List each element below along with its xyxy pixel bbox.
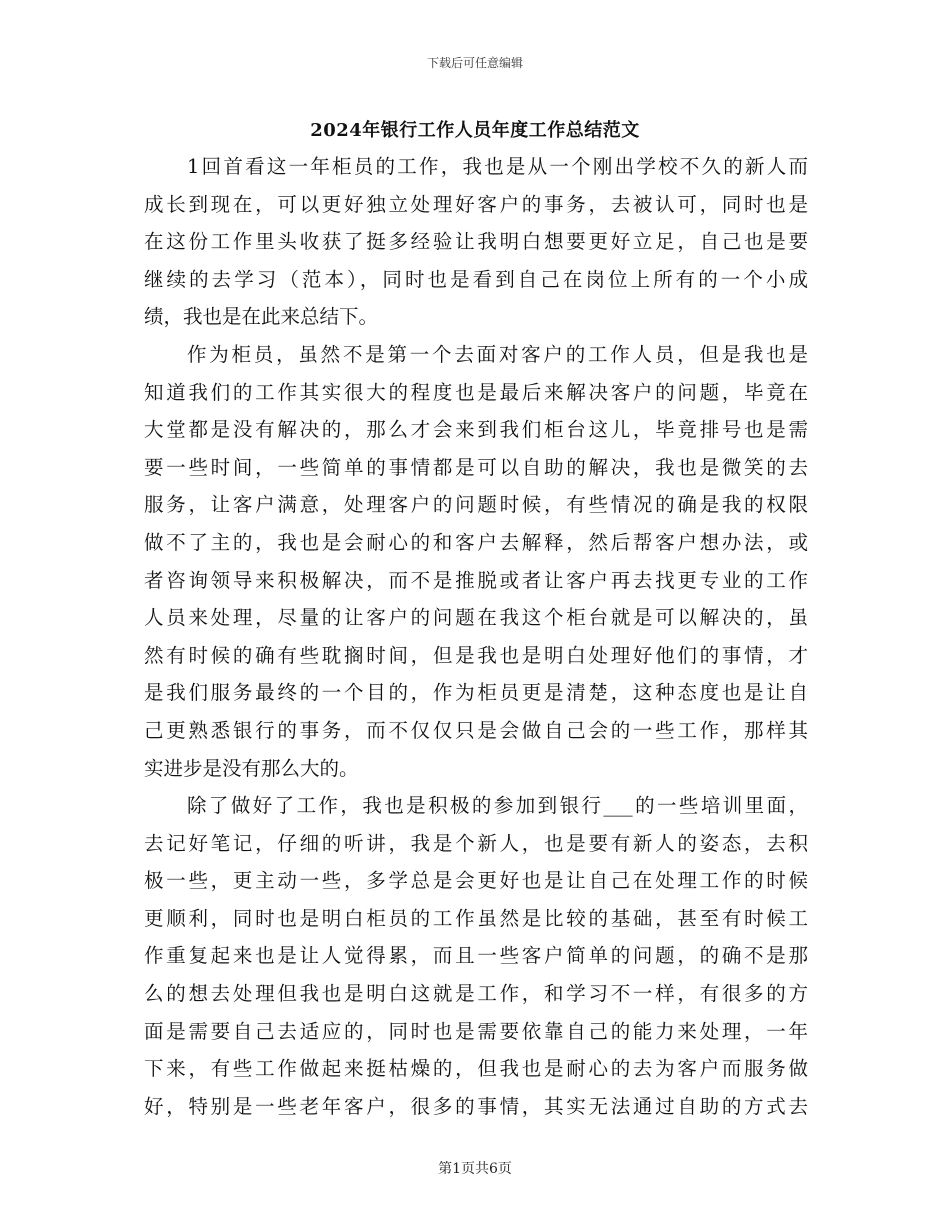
body-line: 1回首看这一年柜员的工作，我也是从一个刚出学校不久的新人而 xyxy=(187,155,808,178)
document-body xyxy=(144,148,808,1125)
body-line: 绩，我也是在此来总结下。 xyxy=(144,305,379,329)
body-line: 己更熟悉银行的事务，而不仅仅只是会做自己会的一些工作，那样其 xyxy=(144,718,808,742)
body-line: 然有时候的确有些耽搁时间，但是我也是明白处理好他们的事情，才 xyxy=(144,643,808,667)
body-line: 面是需要自己去适应的，同时也是需要依靠自己的能力来处理，一年 xyxy=(144,1019,808,1043)
body-line: 在这份工作里头收获了挺多经验让我明白想要更好立足，自己也是要 xyxy=(144,230,808,254)
body-line: 作为柜员，虽然不是第一个去面对客户的工作人员，但是我也是 xyxy=(187,342,808,366)
body-line: 人员来处理，尽量的让客户的问题在我这个柜台就是可以解决的，虽 xyxy=(144,606,808,630)
body-line: 成长到现在，可以更好独立处理好客户的事务，去被认可，同时也是 xyxy=(144,192,808,216)
body-line: 是我们服务最终的一个目的，作为柜员更是清楚，这种态度也是让自 xyxy=(144,681,808,705)
body-line: 实进步是没有那么大的。 xyxy=(144,756,359,780)
body-line: 大堂都是没有解决的，那么才会来到我们柜台这儿，毕竟排号也是需 xyxy=(144,418,808,442)
body-line: 要一些时间，一些简单的事情都是可以自助的解决，我也是微笑的去 xyxy=(144,455,808,479)
page-header: 下载后可任意编辑 xyxy=(426,56,523,70)
body-line: 做不了主的，我也是会耐心的和客户去解释，然后帮客户想办法，或 xyxy=(144,530,808,554)
document-title: 2024年银行工作人员年度工作总结范文 xyxy=(310,120,640,141)
body-line: 好，特别是一些老年客户，很多的事情，其实无法通过自助的方式去 xyxy=(144,1094,808,1118)
body-line: 除了做好了工作，我也是积极的参加到银行___的一些培训里面， xyxy=(187,794,808,818)
body-line: 作重复起来也是让人觉得累，而且一些客户简单的问题，的确不是那 xyxy=(144,944,808,968)
body-line: 者咨询领导来积极解决，而不是推脱或者让客户再去找更专业的工作 xyxy=(144,568,808,592)
body-line: 极一些，更主动一些，多学总是会更好也是让自己在处理工作的时候 xyxy=(144,869,808,893)
body-line: 下来，有些工作做起来挺枯燥的，但我也是耐心的去为客户而服务做 xyxy=(144,1057,808,1081)
body-line: 继续的去学习（范本），同时也是看到自己在岗位上所有的一个小成 xyxy=(144,267,808,291)
body-line: 更顺利，同时也是明白柜员的工作虽然是比较的基础，甚至有时候工 xyxy=(144,906,808,930)
body-line: 么的想去处理但我也是明白这就是工作，和学习不一样，有很多的方 xyxy=(144,982,808,1006)
body-line: 知道我们的工作其实很大的程度也是最后来解决客户的问题，毕竟在 xyxy=(144,380,808,404)
page-footer: 第1页共6页 xyxy=(438,1161,512,1177)
body-line: 服务，让客户满意，处理客户的问题时候，有些情况的确是我的权限 xyxy=(144,493,808,517)
body-line: 去记好笔记，仔细的听讲，我是个新人，也是要有新人的姿态，去积 xyxy=(144,831,808,855)
